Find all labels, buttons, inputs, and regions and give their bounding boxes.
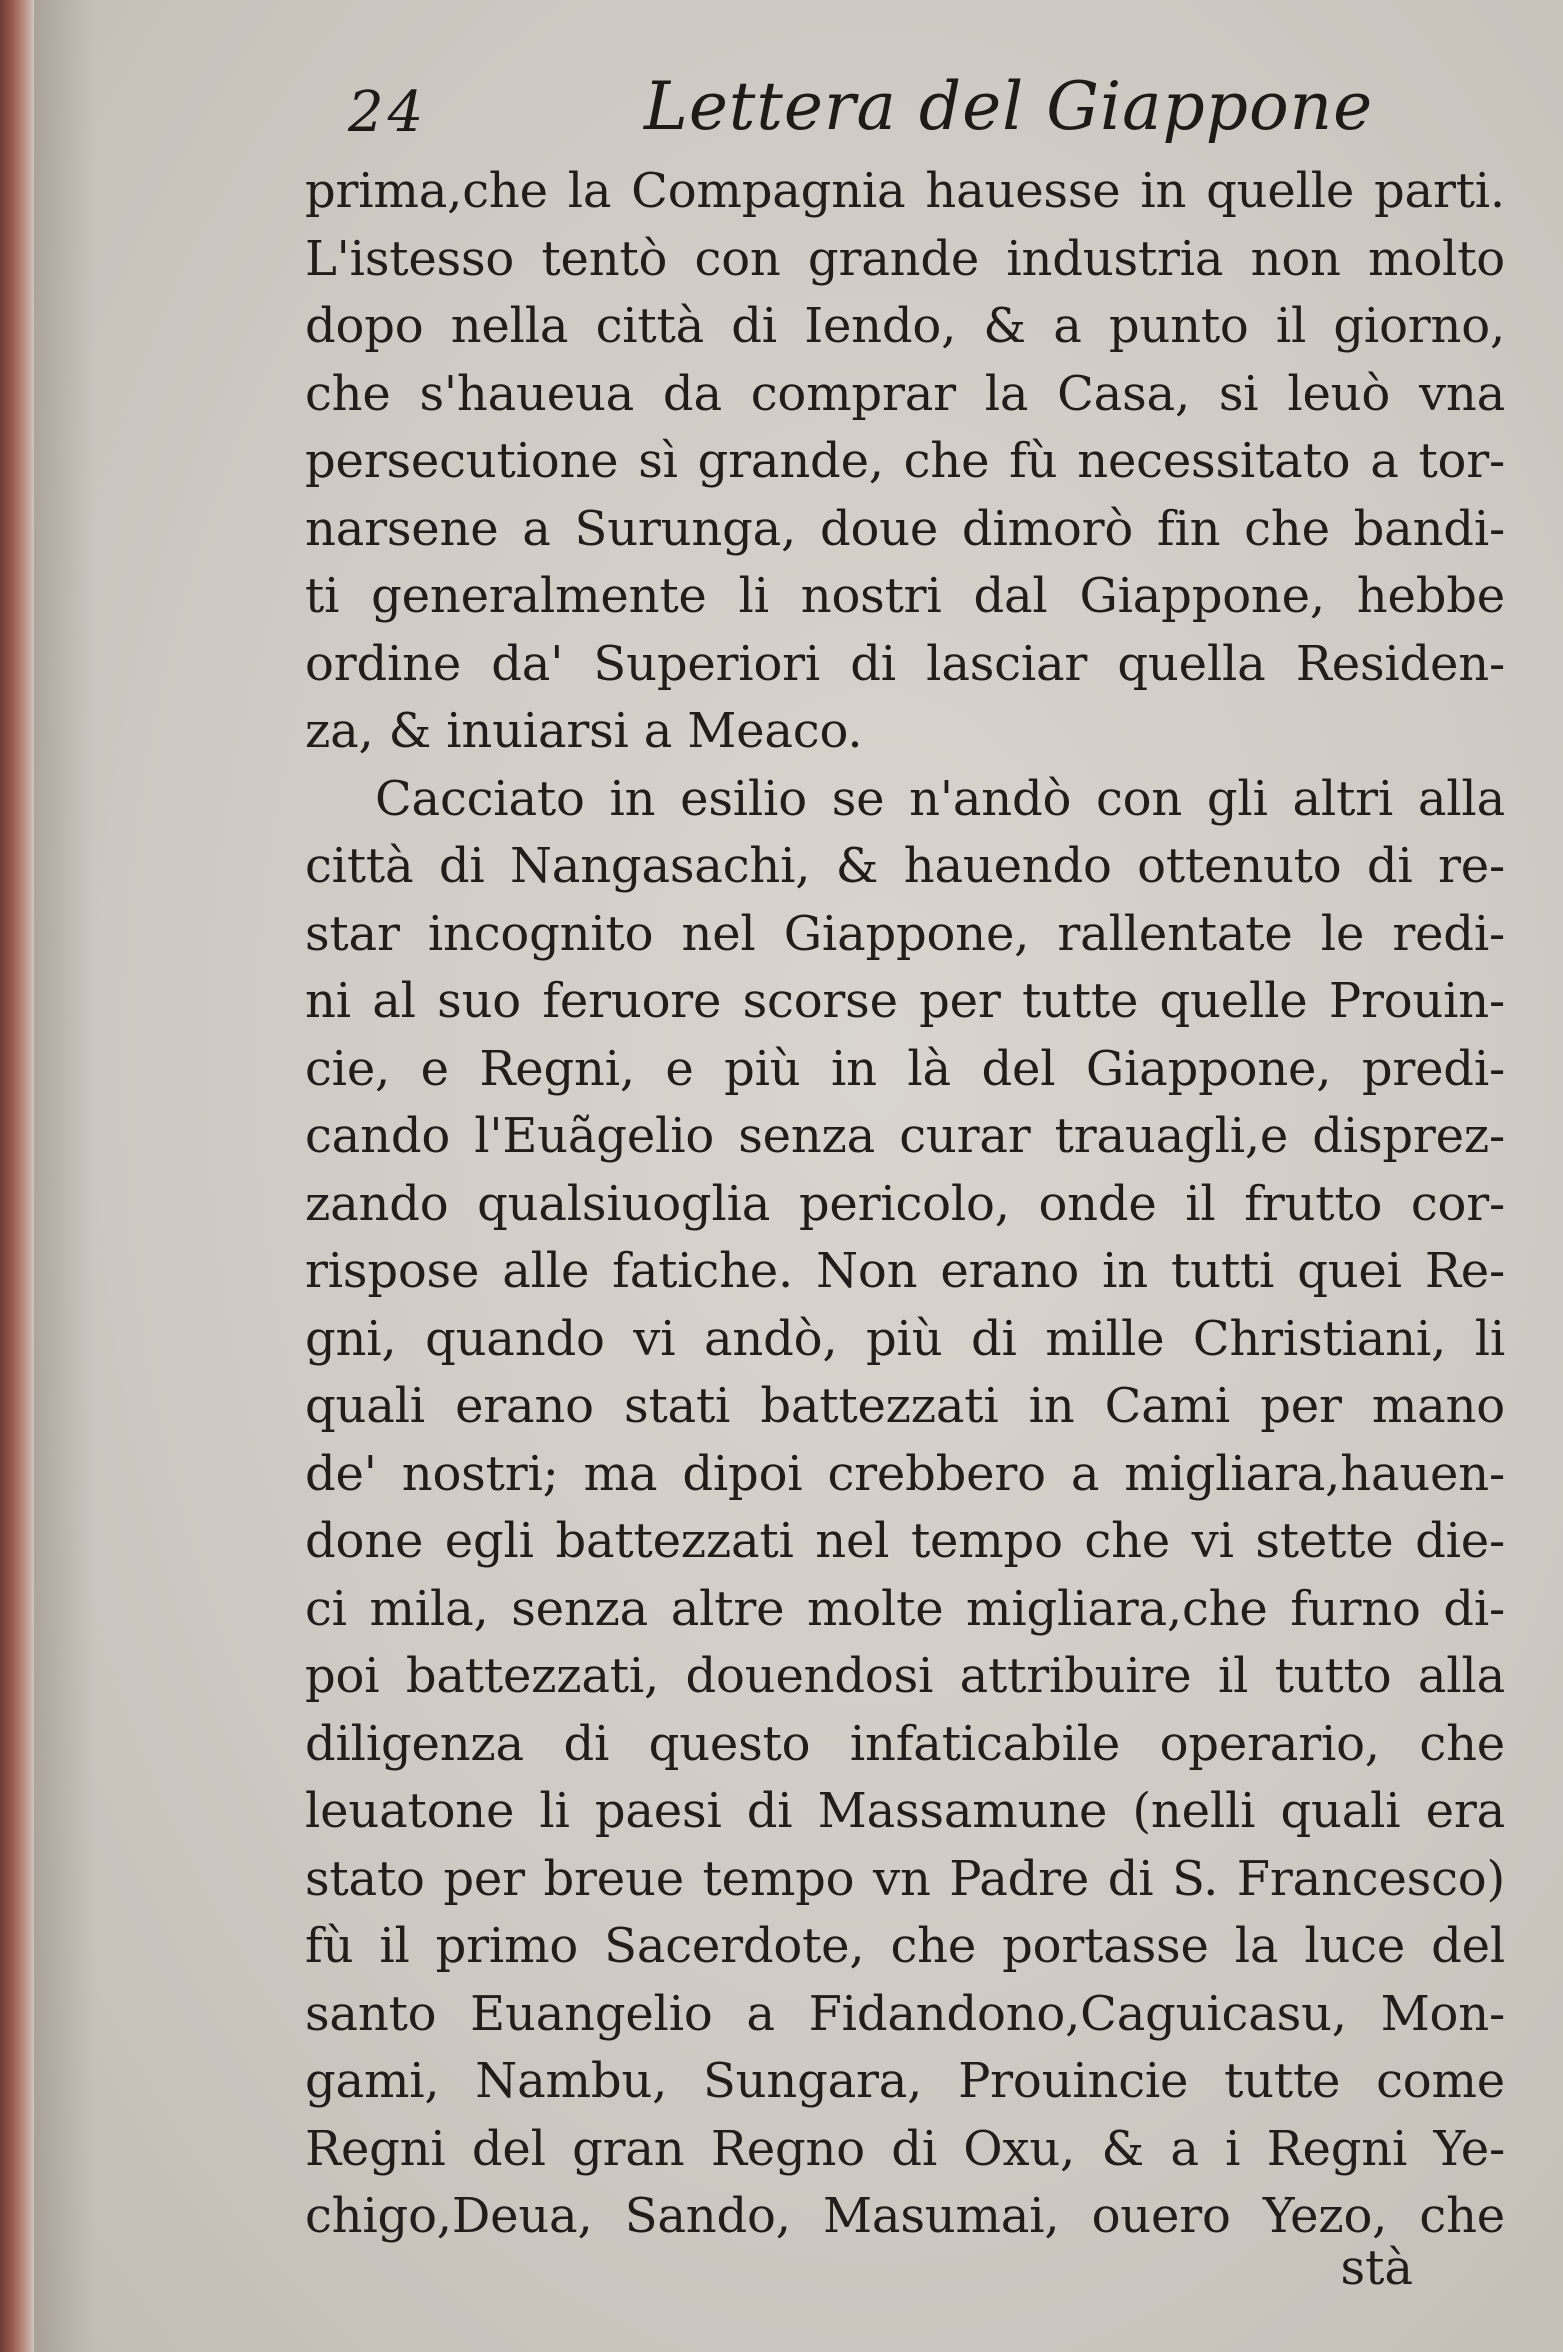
text-line: stato per breue tempo vn Padre di S. Francesco) [305, 1850, 1505, 1907]
text-line: dopo nella città di Iendo, & a punto il giorno, [305, 298, 1505, 354]
text-line: zando qualsiuoglia pericolo, onde il frutto cor- [305, 1175, 1505, 1232]
catchword: stà [1340, 2240, 1413, 2296]
text-line: Regni del gran Regno di Oxu, & a i Regni Ye- [305, 2120, 1505, 2177]
text-line: star incognito nel Giappone, rallentate le redi- [305, 905, 1505, 962]
paragraph-start-line: Cacciato in esilio se n'andò con gli altri alla [375, 770, 1505, 827]
text-line: prima,che la Compagnia hauesse in quelle parti. [305, 163, 1505, 219]
text-line: za, & inuiarsi a Meaco. [305, 703, 863, 759]
text-line: ni al suo feruore scorse per tutte quelle Prouin- [305, 973, 1505, 1029]
text-line: che s'haueua da comprar la Casa, si leuò vna [305, 365, 1505, 422]
book-spine-edge [0, 0, 34, 2352]
text-line: leuatone li paesi di Massamune (nelli quali era [305, 1783, 1505, 1839]
text-line: ti generalmente li nostri dal Giappone, hebbe [305, 568, 1505, 624]
text-line: narsene a Surunga, doue dimorò fin che bandi- [305, 500, 1505, 557]
body-text [305, 158, 1505, 2251]
text-line: done egli battezzati nel tempo che vi stette die- [305, 1513, 1505, 1569]
running-title: Lettera del Giappone [644, 68, 1374, 145]
text-line: chigo,Deua, Sando, Masumai, ouero Yezo, che [305, 2188, 1505, 2244]
text-line: cie, e Regni, e più in là del Giappone, predi- [305, 1040, 1505, 1097]
page-number: 24 [348, 80, 428, 145]
text-line: persecutione sì grande, che fù necessitato a tor- [305, 433, 1505, 489]
text-line: fù il primo Sacerdote, che portasse la luce del [305, 1918, 1505, 1974]
text-line: ci mila, senza altre molte migliara,che furno di- [305, 1580, 1505, 1637]
text-line: quali erano stati battezzati in Cami per mano [305, 1378, 1505, 1434]
text-line: gami, Nambu, Sungara, Prouincie tutte come [305, 2053, 1505, 2109]
text-line: de' nostri; ma dipoi crebbero a migliara,hauen- [305, 1445, 1505, 1502]
text-line: città di Nangasachi, & hauendo ottenuto di re- [305, 838, 1505, 894]
text-line: poi battezzati, douendosi attribuire il tutto alla [305, 1648, 1505, 1704]
text-line: cando l'Euãgelio senza curar trauagli,e disprez- [305, 1108, 1505, 1164]
text-line: santo Euangelio a Fidandono,Caguicasu, Mon- [305, 1985, 1505, 2042]
text-line: diligenza di questo infaticabile operario, che [305, 1715, 1505, 1772]
text-line: gni, quando vi andò, più di mille Christiani, li [305, 1310, 1505, 1367]
text-line: L'istesso tentò con grande industria non molto [305, 230, 1505, 287]
page-header [334, 60, 1544, 170]
text-line: ordine da' Superiori di lasciar quella Residen- [305, 635, 1505, 692]
text-line: rispose alle fatiche. Non erano in tutti quei Re- [305, 1243, 1505, 1299]
